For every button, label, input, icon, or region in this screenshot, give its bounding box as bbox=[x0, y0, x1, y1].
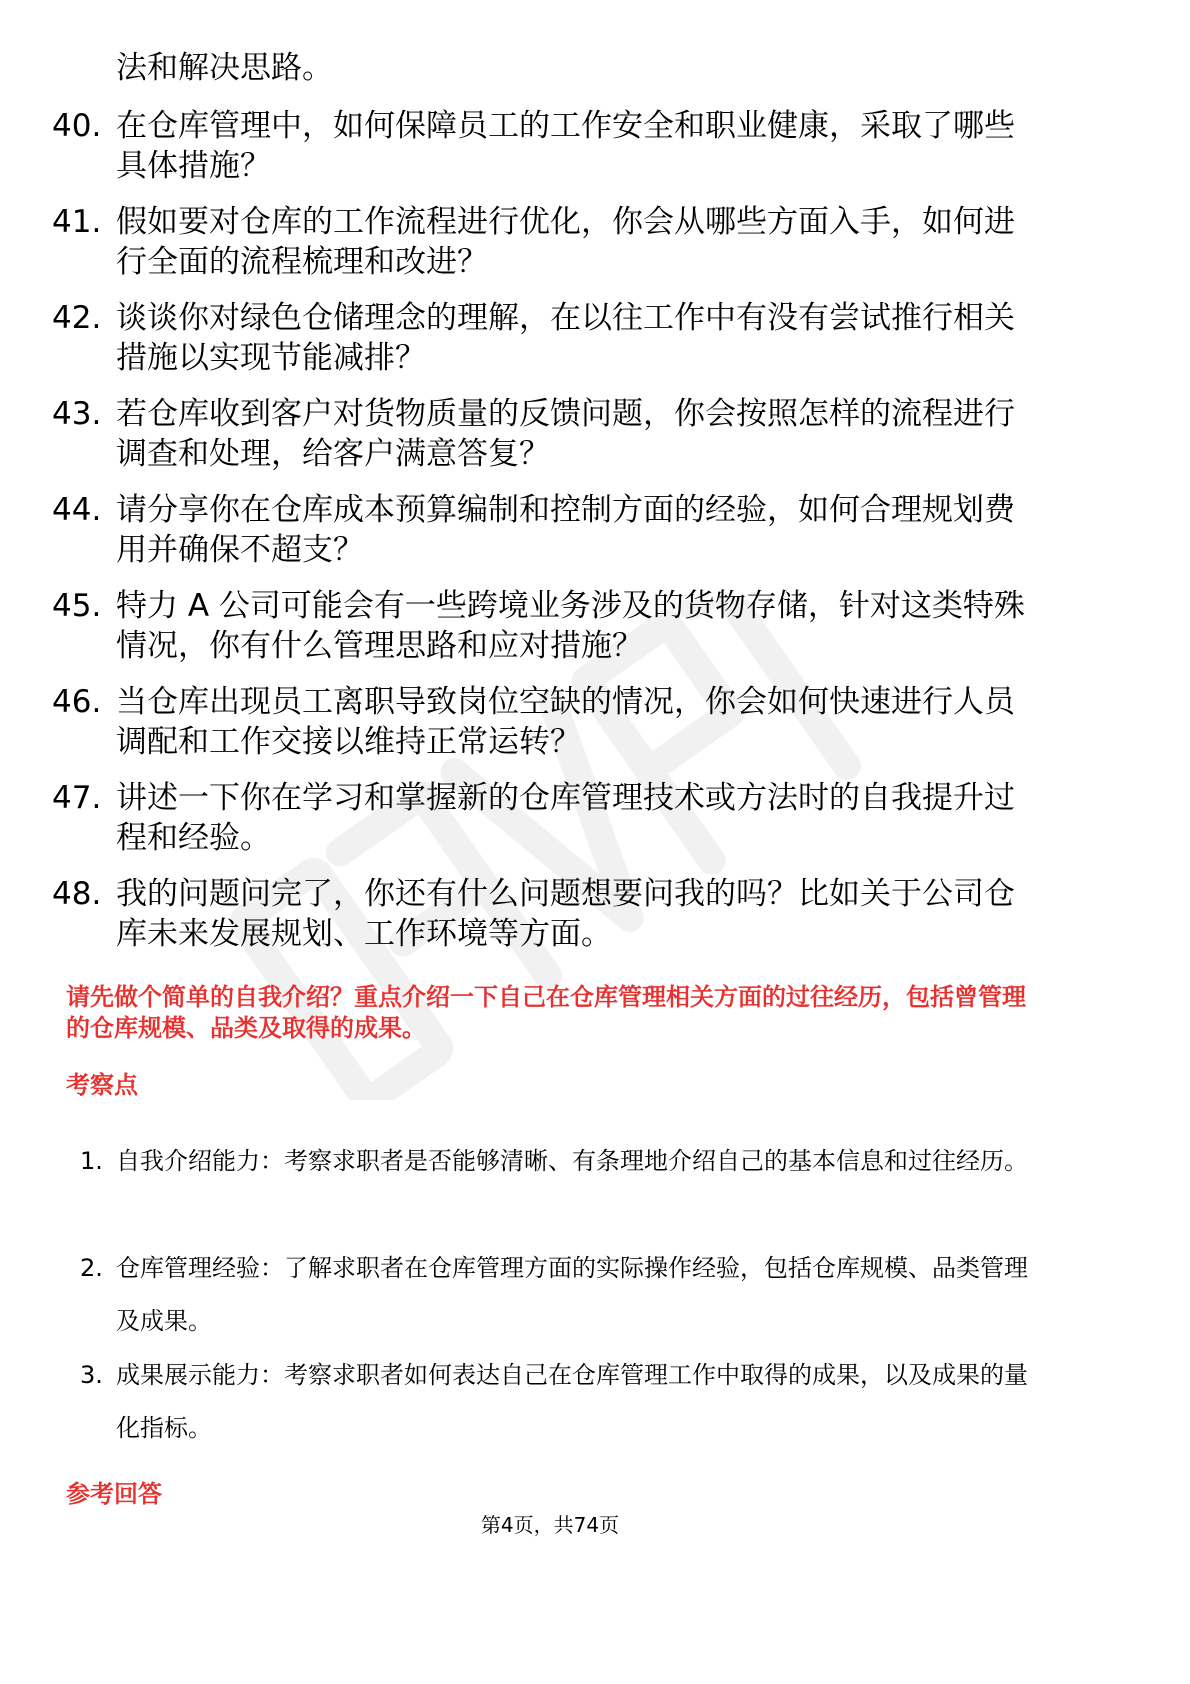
point-number: 3. bbox=[80, 1361, 103, 1389]
point-text: 自我介绍能力：考察求职者是否能够清晰、有条理地介绍自己的基本信息和过往经历。 bbox=[116, 1147, 1028, 1175]
page-footer: 第4页，共74页 bbox=[480, 1513, 620, 1537]
question-number: 43. bbox=[52, 396, 102, 432]
question-text: 假如要对仓库的工作流程进行优化，你会从哪些方面入手，如何进行全面的流程梳理和改进？ bbox=[116, 204, 1015, 280]
question-number: 47. bbox=[52, 780, 102, 816]
question-number: 45. bbox=[52, 588, 102, 624]
question-number: 46. bbox=[52, 684, 102, 720]
list-item bbox=[0, 1242, 1100, 1349]
list-item bbox=[0, 298, 1100, 394]
list-item bbox=[0, 874, 1100, 970]
question-text: 谈谈你对绿色仓储理念的理解，在以往工作中有没有尝试推行相关措施以实现节能减排？ bbox=[116, 300, 1015, 376]
question-text: 我的问题问完了，你还有什么问题想要问我的吗？比如关于公司仓库未来发展规划、工作环境等方面。 bbox=[116, 876, 1015, 952]
interview-question-heading: 请先做个简单的自我介绍？重点介绍一下自己在仓库管理相关方面的过往经历，包括曾管理的仓库规模、品类及取得的成果。 bbox=[66, 983, 1026, 1042]
list-item bbox=[0, 1349, 1100, 1456]
point-number: 2. bbox=[80, 1254, 103, 1282]
list-item bbox=[0, 394, 1100, 490]
question-number: 48. bbox=[52, 876, 102, 912]
list-item bbox=[0, 202, 1100, 298]
continuation-text: 法和解决思路。 bbox=[116, 50, 333, 86]
list-item bbox=[0, 586, 1100, 682]
question-list bbox=[0, 106, 1100, 970]
list-item bbox=[0, 490, 1100, 586]
question-number: 42. bbox=[52, 300, 102, 336]
reference-answer-label: 参考回答 bbox=[66, 1480, 162, 1508]
point-number: 1. bbox=[80, 1147, 103, 1175]
key-points-list bbox=[0, 1135, 1100, 1456]
list-item bbox=[0, 1135, 1100, 1242]
question-text: 请分享你在仓库成本预算编制和控制方面的经验，如何合理规划费用并确保不超支？ bbox=[116, 492, 1015, 568]
key-points-label: 考察点 bbox=[66, 1071, 138, 1099]
point-text: 成果展示能力：考察求职者如何表达自己在仓库管理工作中取得的成果，以及成果的量化指标。 bbox=[116, 1361, 1028, 1442]
list-item bbox=[0, 778, 1100, 874]
question-text: 当仓库出现员工离职导致岗位空缺的情况，你会如何快速进行人员调配和工作交接以维持正常运转？ bbox=[116, 684, 1015, 760]
question-number: 40. bbox=[52, 108, 102, 144]
question-number: 44. bbox=[52, 492, 102, 528]
point-text: 仓库管理经验：了解求职者在仓库管理方面的实际操作经验，包括仓库规模、品类管理及成果。 bbox=[116, 1254, 1028, 1335]
question-text: 在仓库管理中，如何保障员工的工作安全和职业健康，采取了哪些具体措施？ bbox=[116, 108, 1015, 184]
list-item bbox=[0, 682, 1100, 778]
question-text: 特力 A 公司可能会有一些跨境业务涉及的货物存储，针对这类特殊情况，你有什么管理思路和应对措施？ bbox=[116, 588, 1025, 664]
question-number: 41. bbox=[52, 204, 102, 240]
question-text: 若仓库收到客户对货物质量的反馈问题，你会按照怎样的流程进行调查和处理，给客户满意答复？ bbox=[116, 396, 1015, 472]
question-text: 讲述一下你在学习和掌握新的仓库管理技术或方法时的自我提升过程和经验。 bbox=[116, 780, 1015, 856]
list-item bbox=[0, 106, 1100, 202]
